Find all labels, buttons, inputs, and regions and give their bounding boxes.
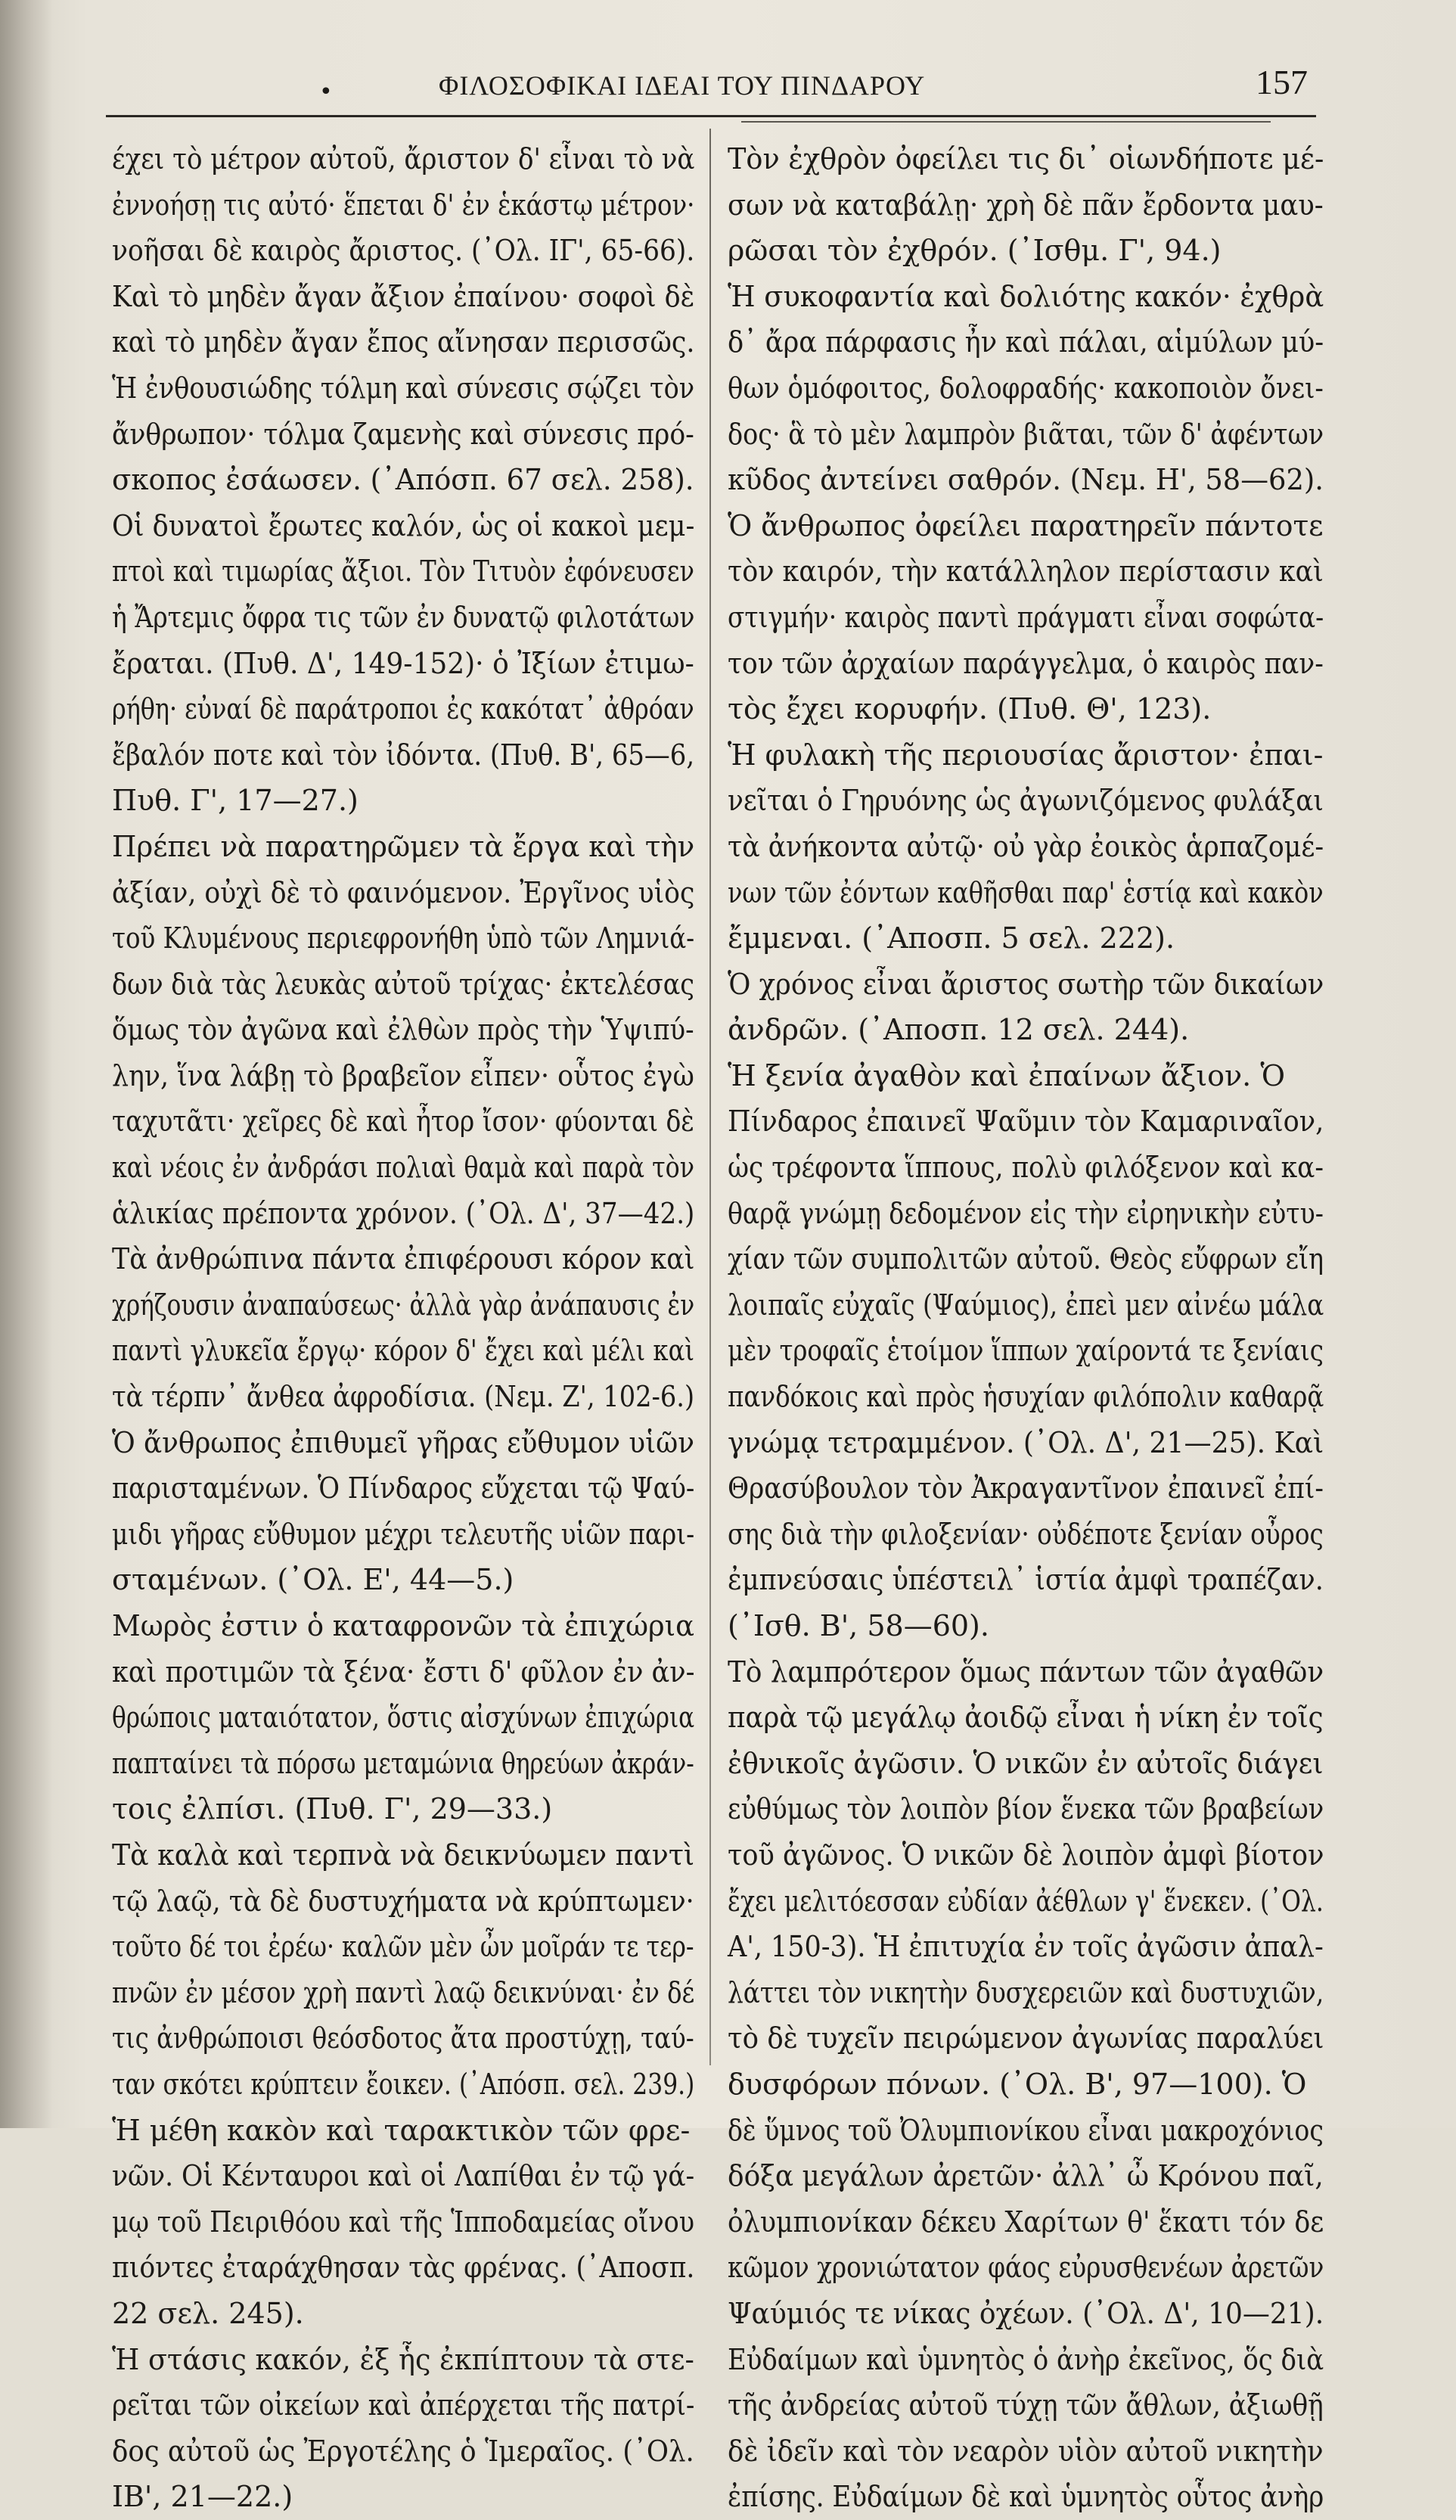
text-line: δος· ἃ τὸ μὲν λαμπρὸν βιᾶται, τῶν δ' ἀφέντων — [728, 417, 1324, 451]
text-line: καὶ τὸ μηδὲν ἄγαν ἔπος αἴνησαν περισσῶς. — [112, 325, 695, 359]
text-line: ὡς τρέφοντα ἵππους, πολὺ φιλόξενον καὶ κα- — [728, 1151, 1324, 1185]
right-text-column — [728, 136, 1324, 2520]
column-divider — [709, 129, 711, 2065]
text-line: ρεῖται τῶν οἰκείων καὶ ἀπέρχεται τῆς πατρί- — [112, 2388, 695, 2422]
text-line: τοῦ Κλυμένους περιεφρονήθη ὑπὸ τῶν Λημνιά- — [112, 921, 695, 955]
text-line: δυσφόρων πόνων. (᾿Ολ. Β', 97—100). Ὁ — [728, 2067, 1307, 2101]
running-header — [106, 62, 1316, 107]
text-line: νοῆσαι δὲ καιρὸς ἄριστος. (᾿Ολ. ΙΓ', 65-66). — [112, 234, 695, 268]
text-line: Ἡ στάσις κακόν, ἐξ ἧς ἐκπίπτουν τὰ στε- — [112, 2342, 694, 2376]
text-line: θρώποις ματαιότατον, ὅστις αἰσχύνων ἐπιχώρια — [112, 1701, 695, 1735]
text-line: Τὰ καλὰ καὶ τερπνὰ νὰ δεικνύωμεν παντὶ — [112, 1838, 695, 1872]
text-line: σταμένων. (᾿Ολ. Ε', 44—5.) — [112, 1563, 514, 1597]
text-line: Πυθ. Γ', 17—27.) — [112, 784, 359, 818]
text-line: τῷ λαῷ, τὰ δὲ δυστυχήματα νὰ κρύπτωμεν· — [112, 1884, 694, 1918]
text-line: κῶμον χρονιώτατον φάος εὐρυσθενέων ἀρετῶν — [728, 2251, 1324, 2285]
text-line: ρήθη· εὐναί δὲ παράτροποι ἐς κακότατ᾽ ἀθρόαν — [112, 692, 694, 726]
text-line: 22 σελ. 245). — [112, 2296, 304, 2330]
text-line: ὅμως τὸν ἀγῶνα καὶ ἐλθὼν πρὸς τὴν Ὑψιπύ- — [112, 1013, 694, 1047]
text-line: νων τῶν ἐόντων καθῆσθαι παρ' ἑστίᾳ καὶ κακὸν — [728, 875, 1324, 909]
text-line: στιγμήν· καιρὸς παντὶ πράγματι εἶναι σοφώτα- — [728, 600, 1324, 634]
text-line: σκοπος ἐσάωσεν. (᾿Απόσπ. 67 σελ. 258). — [112, 463, 694, 497]
text-line: θων ὁμόφοιτος, δολοφραδής· κακοποιὸν ὄνει- — [728, 371, 1324, 405]
left-text-column — [112, 136, 694, 2520]
text-line: σης διὰ τὴν φιλοξενίαν· οὐδέποτε ξενίαν οὖρος — [728, 1517, 1324, 1551]
text-line: Μωρὸς ἐστιν ὁ καταφρονῶν τὰ ἐπιχώρια — [112, 1609, 695, 1642]
text-line: κῦδος ἀντείνει σαθρόν. (Νεμ. Η', 58—62). — [728, 463, 1324, 497]
text-line: τὰ ἀνήκοντα αὐτῷ· οὐ γὰρ ἐοικὸς ἁρπαζομέ- — [728, 829, 1324, 863]
text-line: καὶ προτιμῶν τὰ ξένα· ἔστι δ' φῦλον ἐν ἀν- — [112, 1655, 695, 1689]
text-line: Ἡ ξενία ἀγαθὸν καὶ ἐπαίνων ἄξιον. Ὁ — [728, 1058, 1285, 1092]
text-line: νεῖται ὁ Γηρυόνης ὡς ἀγωνιζόμενος φυλάξαι — [728, 784, 1324, 818]
text-line: τῆς ἀνδρείας αὐτοῦ τύχῃ τῶν ἄθλων, ἀξιωθῇ — [728, 2388, 1324, 2422]
text-line: δ᾽ ἄρα πάρφασις ἦν καὶ πάλαι, αἱμύλων μύ- — [728, 325, 1324, 359]
page-number: 157 — [1256, 63, 1308, 101]
text-line: τὸν καιρόν, τὴν κατάλληλον περίστασιν καὶ — [728, 555, 1324, 589]
text-line: Ὁ ἄνθρωπος ἐπιθυμεῖ γῆρας εὔθυμον υἱῶν — [112, 1425, 694, 1459]
text-line: τὸς ἔχει κορυφήν. (Πυθ. Θ', 123). — [728, 692, 1212, 726]
text-line: Πίνδαρος ἐπαινεῖ Ψαῦμιν τὸν Καμαριναῖον, — [728, 1105, 1324, 1139]
text-line: λάττει τὸν νικητὴν δυσχερειῶν καὶ δυστυχιῶν, — [728, 1975, 1324, 2009]
text-line: πτοὶ καὶ τιμωρίας ἄξιοι. Τὸν Τιτυὸν ἐφόνευσεν — [112, 555, 694, 589]
text-line: τὰ τέρπν᾽ ἄνθεα ἀφροδίσια. (Νεμ. Ζ', 102-6.) — [112, 1380, 695, 1414]
text-line: ἡ Ἄρτεμις ὄφρα τις τῶν ἐν δυνατῷ φιλοτάτων — [112, 600, 695, 634]
text-line: ταχυτᾶτι· χεῖρες δὲ καὶ ἦτορ ἴσον· φύονται δὲ — [112, 1105, 694, 1139]
text-line: ἔβαλόν ποτε καὶ τὸν ἰδόντα. (Πυθ. Β', 65—6, — [112, 738, 695, 772]
header-rule-secondary — [741, 121, 1271, 123]
text-line: δος αὐτοῦ ὡς Ἐργοτέλης ὁ Ἱμεραῖος. (᾿Ολ. — [112, 2434, 694, 2468]
header-rule — [106, 115, 1316, 117]
text-line: ἀνδρῶν. (᾿Αποσπ. 12 σελ. 244). — [728, 1013, 1190, 1047]
text-line: τοῦτο δέ τοι ἐρέω· καλῶν μὲν ὦν μοῖράν τε τερ- — [112, 1930, 694, 1964]
text-line: ἐπίσης. Εὐδαίμων δὲ καὶ ὑμνητὸς οὗτος ἀνὴρ — [728, 2480, 1324, 2514]
text-line: ΙΒ', 21—22.) — [112, 2480, 293, 2514]
text-line: Α', 150-3). Ἡ ἐπιτυχία ἐν τοῖς ἀγῶσιν ἀπαλ- — [728, 1930, 1324, 1964]
text-line: Τὰ ἀνθρώπινα πάντα ἐπιφέρουσι κόρον καὶ — [112, 1242, 695, 1276]
text-line: ἐμπνεύσαις ὑπέστειλ᾽ ἱστία ἀμφὶ τραπέζαν. — [728, 1563, 1324, 1597]
text-line: Ὁ χρόνος εἶναι ἄριστος σωτὴρ τῶν δικαίων — [728, 967, 1324, 1001]
text-line: Τὸν ἐχθρὸν ὀφείλει τις δι᾽ οἱωνδήποτε μέ- — [728, 142, 1324, 176]
header-dot: • — [319, 79, 333, 105]
text-line: παπταίνει τὰ πόρσω μεταμώνια θηρεύων ἀκράν- — [112, 1746, 694, 1780]
text-line: μὲν τροφαῖς ἑτοίμον ἵππων χαίροντά τε ξενίαις — [728, 1334, 1324, 1368]
page-gutter-shadow — [0, 0, 53, 2128]
text-line: Ἡ συκοφαντία καὶ δολιότης κακόν· ἐχθρὰ — [728, 279, 1324, 313]
text-line: λην, ἵνα λάβῃ τὸ βραβεῖον εἶπεν· οὗτος ἐγὼ — [112, 1058, 694, 1092]
text-line: Ψαύμιός τε νίκας ὀχέων. (᾿Ολ. Δ', 10—21). — [728, 2296, 1324, 2330]
text-line: Ἡ μέθη κακὸν καὶ ταρακτικὸν τῶν φρε- — [112, 2113, 691, 2147]
text-line: ἄνθρωπον· τόλμα ζαμενὴς καὶ σύνεσις πρό- — [112, 417, 694, 451]
text-line: μιδι γῆρας εὔθυμον μέχρι τελευτῆς υἱῶν παρι- — [112, 1517, 695, 1551]
text-line: τον τῶν ἀρχαίων παράγγελμα, ὁ καιρὸς παν- — [728, 646, 1324, 680]
text-line: σων νὰ καταβάλῃ· χρὴ δὲ πᾶν ἔρδοντα μαυ- — [728, 188, 1324, 222]
text-line: πνῶν ἐν μέσον χρὴ παντὶ λαῷ δεικνύναι· ἐν δέ — [112, 1975, 695, 2009]
text-line: θαρᾷ γνώμῃ δεδομένον εἰς τὴν εἰρηνικὴν εὐτυ- — [728, 1196, 1324, 1230]
text-line: δόξα μεγάλων ἀρετῶν· ἀλλ᾽ ὦ Κρόνου παῖ, — [728, 2159, 1324, 2193]
text-line: καὶ νέοις ἐν ἀνδράσι πολιαὶ θαμὰ καὶ παρὰ τὸν — [112, 1151, 694, 1185]
text-line: ἁλικίας πρέποντα χρόνον. (᾿Ολ. Δ', 37—42.) — [112, 1196, 695, 1230]
text-line: Θρασύβουλον τὸν Ἀκραγαντῖνον ἐπαινεῖ ἐπί- — [728, 1471, 1324, 1505]
text-line: ἀξίαν, οὐχὶ δὲ τὸ φαινόμενον. Ἐργῖνος υἱὸς — [112, 875, 695, 909]
text-line: τοῦ ἀγῶνος. Ὁ νικῶν δὲ λοιπὸν ἀμφὶ βίοτον — [728, 1838, 1324, 1872]
text-line: πανδόκοις καὶ πρὸς ἡσυχίαν φιλόπολιν καθαρᾷ — [728, 1380, 1324, 1414]
text-line: μῳ τοῦ Πειριθόου καὶ τῆς Ἱπποδαμείας οἴνου — [112, 2205, 695, 2239]
text-line: γνώμᾳ τετραμμένον. (᾿Ολ. Δ', 21—25). Καὶ — [728, 1425, 1324, 1459]
text-line: παρισταμένων. Ὁ Πίνδαρος εὔχεται τῷ Ψαύ- — [112, 1471, 695, 1505]
text-line: Ἡ φυλακὴ τῆς περιουσίας ἄριστον· ἐπαι- — [728, 738, 1324, 772]
text-line: παρὰ τῷ μεγάλῳ ἀοιδῷ εἶναι ἡ νίκη ἐν τοῖς — [728, 1701, 1324, 1735]
text-line: εὐθύμως τὸν λοιπὸν βίον ἕνεκα τῶν βραβείων — [728, 1792, 1324, 1826]
text-line: ἐννοήσῃ τις αὐτό· ἕπεται δ' ἐν ἑκάστῳ μέτρον· — [112, 188, 695, 222]
text-line: δων διὰ τὰς λευκὰς αὐτοῦ τρίχας· ἐκτελέσας — [112, 967, 695, 1001]
text-line: Οἱ δυνατοὶ ἔρωτες καλόν, ὡς οἱ κακοὶ μεμ- — [112, 508, 695, 542]
text-line: Πρέπει νὰ παρατηρῶμεν τὰ ἔργα καὶ τὴν — [112, 829, 695, 863]
text-line: ταν σκότει κρύπτειν ἔοικεν. (᾿Απόσπ. σελ. 239.) — [112, 2067, 695, 2101]
text-line: χίαν τῶν συμπολιτῶν αὐτοῦ. Θεὸς εὔφρων εἴη — [728, 1242, 1324, 1276]
text-line: Ἡ ἐνθουσιώδης τόλμη καὶ σύνεσις σῴζει τὸν — [112, 371, 695, 405]
text-line: ἔμμεναι. (᾿Αποσπ. 5 σελ. 222). — [728, 921, 1175, 955]
text-line: πιόντες ἐταράχθησαν τὰς φρένας. (᾿Αποσπ. — [112, 2251, 695, 2285]
text-line: χρήζουσιν ἀναπαύσεως· ἀλλὰ γὰρ ἀνάπαυσις ἐν — [112, 1288, 695, 1322]
text-line: Ὁ ἄνθρωπος ὀφείλει παρατηρεῖν πάντοτε — [728, 508, 1324, 542]
text-line: (᾿Ισθ. Β', 58—60). — [728, 1609, 989, 1642]
text-line: ρῶσαι τὸν ἐχθρόν. (᾿Ισθμ. Γ', 94.) — [728, 234, 1222, 268]
text-line: τις ἀνθρώποισι θεόσδοτος ἄτα προστύχῃ, ταύ- — [112, 2021, 694, 2055]
text-line: λοιπαῖς εὐχαῖς (Ψαύμιος), ἐπεὶ μεν αἰνέω μάλα — [728, 1288, 1324, 1322]
running-title: ΦΙΛΟΣΟΦΙΚΑΙ ΙΔΕΑΙ ΤΟΥ ΠΙΝΔΑΡΟΥ — [439, 70, 926, 101]
text-line: ἔχει μελιτόεσσαν εὐδίαν ἀέθλων γ' ἕνεκεν. (᾿Ολ. — [728, 1884, 1324, 1918]
text-line: Εὐδαίμων καὶ ὑμνητὸς ὁ ἀνὴρ ἐκεῖνος, ὅς διὰ — [728, 2342, 1324, 2376]
text-line: δὲ ἰδεῖν καὶ τὸν νεαρὸν υἱὸν αὐτοῦ νικητὴν — [728, 2434, 1324, 2468]
text-line: Καὶ τὸ μηδὲν ἄγαν ἄξιον ἐπαίνου· σοφοὶ δὲ — [112, 279, 695, 313]
text-line: τὸ δὲ τυχεῖν πειρώμενον ἀγωνίας παραλύει — [728, 2021, 1324, 2055]
text-line: Τὸ λαμπρότερον ὅμως πάντων τῶν ἀγαθῶν — [728, 1655, 1324, 1689]
text-line: έχει τὸ μέτρον αὐτοῦ, ἄριστον δ' εἶναι τὸ νὰ — [112, 142, 695, 176]
text-line: ἔραται. (Πυθ. Δ', 149-152)· ὁ Ἰξίων ἐτιμω- — [112, 646, 694, 680]
text-line: δὲ ὕμνος τοῦ Ὀλυμπιονίκου εἶναι μακροχόνιος — [728, 2113, 1324, 2147]
text-line: παντὶ γλυκεῖα ἔργῳ· κόρον δ' ἔχει καὶ μέλι καὶ — [112, 1334, 695, 1368]
text-line: τοις ἐλπίσι. (Πυθ. Γ', 29—33.) — [112, 1792, 553, 1826]
text-line: νῶν. Οἱ Κένταυροι καὶ οἱ Λαπίθαι ἐν τῷ γά- — [112, 2159, 695, 2193]
text-line: ὀλυμπιονίκαν δέκευ Χαρίτων θ' ἕκατι τόν δε — [728, 2205, 1324, 2239]
text-line: ἐθνικοῖς ἀγῶσιν. Ὁ νικῶν ἐν αὐτοῖς διάγει — [728, 1746, 1324, 1780]
